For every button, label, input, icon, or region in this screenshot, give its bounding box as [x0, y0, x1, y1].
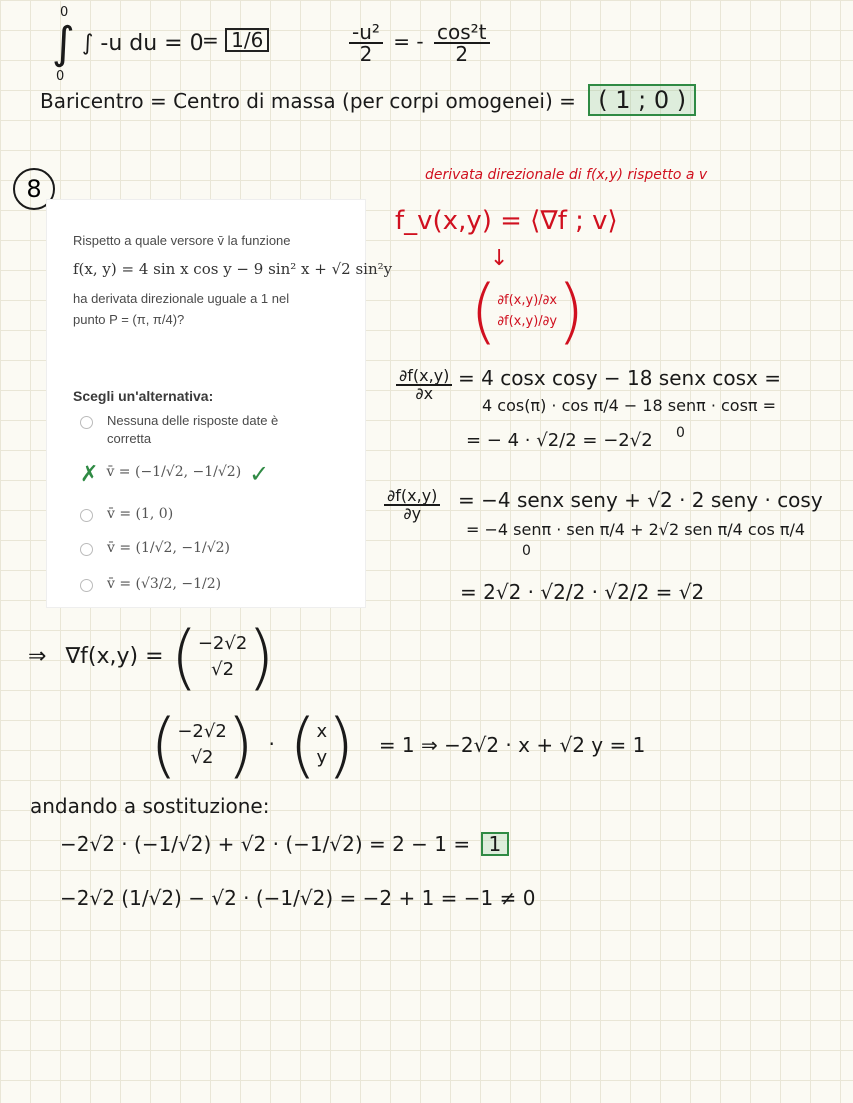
wrong-mark: ✗ — [80, 461, 99, 486]
integral-sign: ∫ — [52, 18, 75, 69]
partial-y-line-2: = −4 senπ · sen π/4 + 2√2 sen π/4 cos π/4 — [466, 520, 806, 539]
note-directional-derivative: derivata direzionale di f(x,y) rispetto a v — [425, 167, 708, 183]
gradient-vector: ( ∂f(x,y)/∂x ∂f(x,y)/∂y ) — [470, 270, 585, 352]
option-c[interactable] — [80, 506, 173, 522]
check-mark: ✓ — [249, 461, 270, 488]
partial-y-line-1: = −4 senx seny + √2 · 2 seny · cosy — [458, 488, 823, 512]
option-none[interactable] — [80, 413, 278, 450]
integral-upper-limit: 0 — [60, 5, 69, 20]
baricentro-line: Baricentro = Centro di massa (per corpi omogenei) = ( 1 ; 0 ) — [40, 84, 696, 116]
integral-lower-limit: 0 — [56, 69, 65, 84]
question-line-3: punto P = (π, π/4)? — [73, 312, 185, 327]
option-label: Nessuna delle risposte date è corretta — [107, 413, 279, 446]
partial-x-line-3: = − 4 · √2/2 = −2√2 — [466, 430, 653, 451]
boxed-result: = 1/6 — [202, 28, 269, 52]
partial-y-line-3: = 2√2 · √2/2 · √2/2 = √2 — [460, 580, 705, 604]
exercise-number: 8 — [13, 168, 55, 210]
option-e[interactable] — [80, 576, 221, 592]
frac-left: $\frac{\text{-u²}}{2}$ = - $\frac{\text{cos²t}}{2}$ — [345, 22, 494, 64]
substitution-result: 1 — [481, 832, 510, 856]
question-function: f(x, y) = 4 sin x cos y − 9 sin² x + √2 sin²y — [73, 260, 393, 278]
partial-x-lhs: $\frac{\partial f(x,y)}{\partial x}$ — [392, 368, 456, 402]
integral-expression: ∫ ∫ -u du = 0 — [52, 18, 204, 69]
option-label: v̄ = (−1/√2, −1/√2) — [106, 464, 242, 480]
question-line-1: Rispetto a quale versore v̄ la funzione — [73, 233, 291, 248]
question-line-2: ha derivata direzionale uguale a 1 nel — [73, 291, 290, 306]
choose-label: Scegli un'alternativa: — [73, 388, 214, 404]
substitution-label: andando a sostituzione: — [30, 794, 270, 818]
option-label: v̄ = (√3/2, −1/2) — [107, 576, 222, 592]
radio-button[interactable] — [80, 543, 93, 556]
arrow-down: ↓ — [490, 246, 509, 271]
substitution-line-1: −2√2 · (−1/√2) + √2 · (−1/√2) = 2 − 1 = 1 — [60, 832, 509, 856]
option-label: v̄ = (1, 0) — [107, 506, 174, 522]
baricentro-result: ( 1 ; 0 ) — [588, 84, 696, 116]
dot-product-line: ( −2√2 √2 ) · ( x y ) = 1 ⇒ −2√2 · x + √2 y = 1 — [150, 704, 646, 786]
quiz-card — [47, 200, 393, 607]
substitution-line-2: −2√2 (1/√2) − √2 · (−1/√2) = −2 + 1 = −1 ≠ 0 — [60, 886, 536, 910]
option-b[interactable] — [80, 461, 270, 489]
partial-x-line-1: = 4 cosx cosy − 18 senx cosx = — [458, 366, 782, 390]
radio-button[interactable] — [80, 579, 93, 592]
option-d[interactable] — [80, 540, 230, 556]
option-label: v̄ = (1/√2, −1/√2) — [107, 540, 230, 556]
gradient-result: ⇒ ∇f(x,y) = ( −2√2 √2 ) — [28, 616, 275, 698]
directional-formula: f_v(x,y) = ⟨∇f ; v⟩ — [395, 206, 618, 236]
radio-button[interactable] — [80, 416, 93, 429]
partial-y-lhs: $\frac{\partial f(x,y)}{\partial y}$ — [380, 488, 444, 522]
partial-y-zero: 0 — [522, 543, 531, 559]
partial-x-zero: 0 — [676, 425, 685, 441]
radio-button[interactable] — [80, 509, 93, 522]
partial-x-line-2: 4 cos(π) · cos π/4 − 18 senπ · cosπ = — [482, 396, 777, 415]
